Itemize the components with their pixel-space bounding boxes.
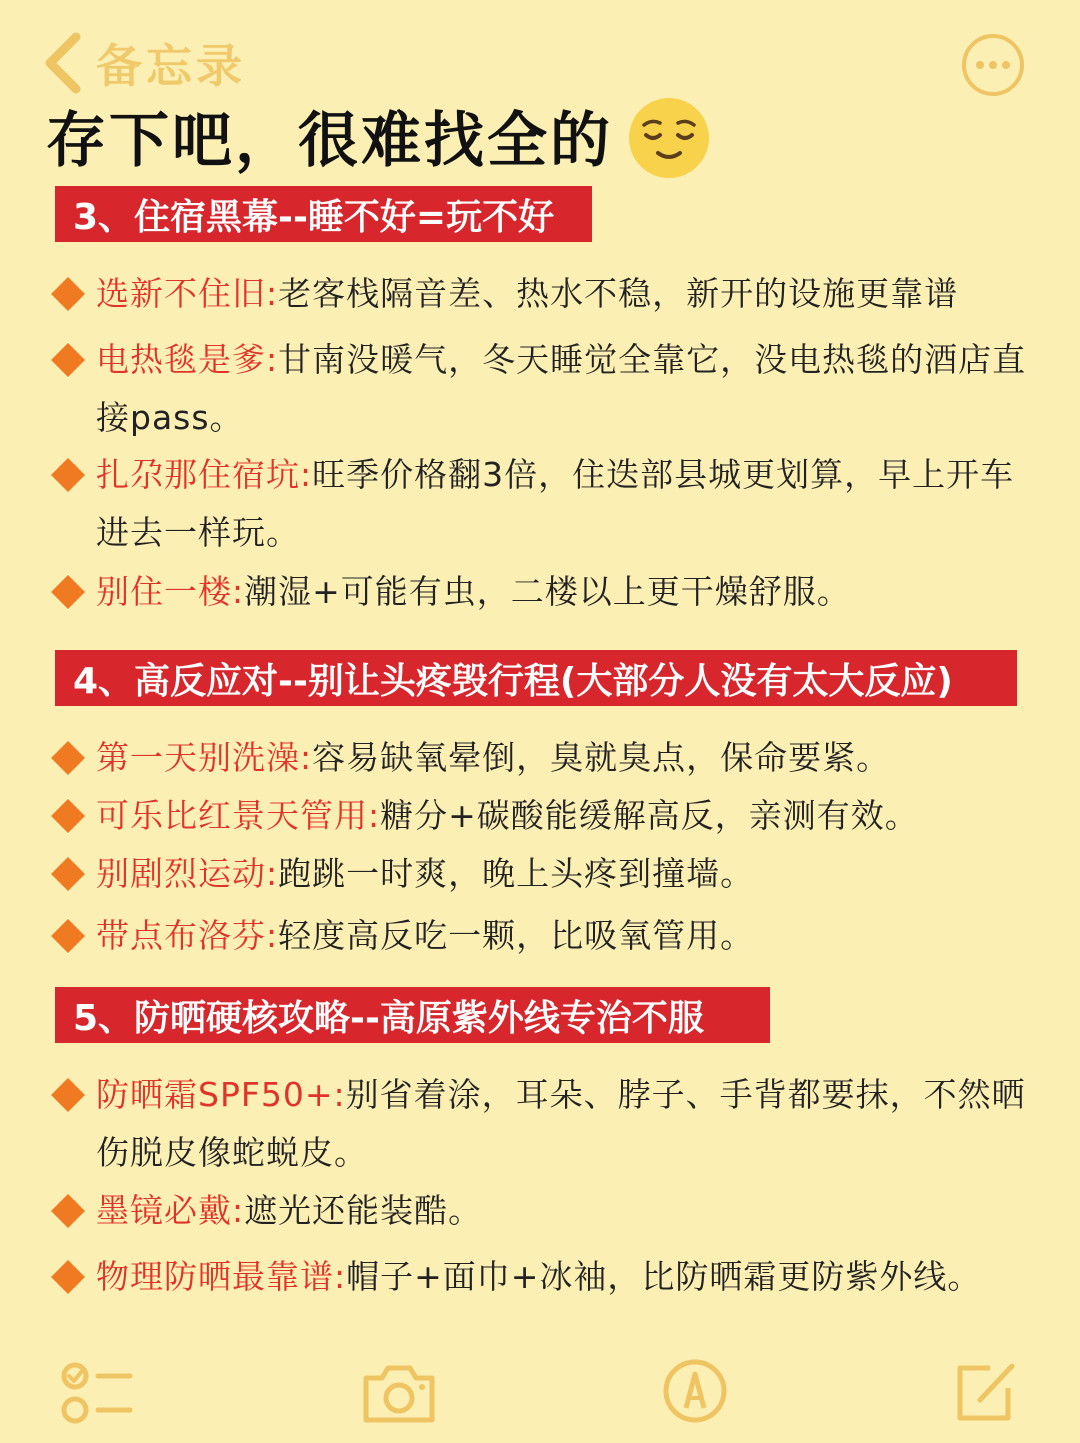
item-key: 第一天别洗澡:	[96, 738, 313, 777]
item-key: 别住一楼:	[96, 572, 245, 611]
item-key: 墨镜必戴:	[96, 1191, 245, 1230]
list-item	[50, 446, 1030, 562]
relieved-face-icon	[628, 97, 710, 179]
item-desc: 帽子+面巾+冰袖，比防晒霜更防紫外线。	[346, 1257, 982, 1296]
more-dot	[989, 61, 997, 69]
item-desc: 轻度高反吃一颗，比吸氧管用。	[278, 916, 755, 955]
item-desc: 糖分+碳酸能缓解高反，亲测有效。	[380, 796, 919, 835]
list-item	[50, 1182, 1030, 1240]
list-item	[50, 845, 1030, 903]
list-item	[50, 787, 1030, 845]
item-desc: 容易缺氧晕倒，臭就臭点，保命要紧。	[312, 738, 891, 777]
item-key: 选新不住旧:	[96, 274, 279, 313]
item-key: 别剧烈运动:	[96, 854, 279, 893]
item-key: 物理防晒最靠谱:	[96, 1257, 347, 1296]
item-key: 带点布洛芬:	[96, 916, 279, 955]
back-button[interactable]	[40, 28, 246, 98]
pen-icon[interactable]	[662, 1358, 728, 1424]
more-dot	[1002, 61, 1010, 69]
list-item	[50, 331, 1030, 447]
nav-bar	[0, 0, 1080, 100]
bottom-toolbar	[0, 1350, 1080, 1443]
item-desc: 老客栈隔音差、热水不稳，新开的设施更靠谱	[278, 274, 959, 313]
list-item	[50, 729, 1030, 787]
more-button[interactable]	[962, 34, 1024, 96]
list-item	[50, 1248, 1030, 1306]
compose-icon[interactable]	[950, 1356, 1022, 1426]
section-heading-accommodation: 3、住宿黑幕--睡不好=玩不好	[55, 186, 592, 242]
item-desc: 甘南没暖气，冬天睡觉全靠它，没电热毯的酒店直接pass。	[96, 340, 1027, 437]
item-key: 可乐比红景天管用:	[96, 796, 381, 835]
item-key: 防晒霜SPF50+:	[96, 1075, 346, 1114]
list-item	[50, 1066, 1030, 1182]
item-desc: 遮光还能装酷。	[244, 1191, 483, 1230]
camera-icon[interactable]	[360, 1360, 438, 1426]
list-item	[50, 265, 1030, 323]
item-desc: 别省着涂，耳朵、脖子、手背都要抹，不然晒伤脱皮像蛇蜕皮。	[96, 1075, 1026, 1172]
section-heading-sunscreen: 5、防晒硬核攻略--高原紫外线专治不服	[55, 987, 770, 1043]
item-key: 扎尕那住宿坑:	[96, 455, 313, 494]
item-desc: 跑跳一时爽，晚上头疼到撞墙。	[278, 854, 755, 893]
item-desc: 旺季价格翻3倍，住迭部县城更划算，早上开车进去一样玩。	[96, 455, 1015, 552]
checklist-icon[interactable]	[60, 1360, 136, 1426]
item-key: 电热毯是爹:	[96, 340, 279, 379]
list-item	[50, 907, 1030, 965]
chevron-left-icon	[40, 31, 84, 95]
list-item	[50, 563, 1030, 621]
item-desc: 潮湿+可能有虫，二楼以上更干燥舒服。	[244, 572, 851, 611]
note-title: 存下吧，很难找全的	[46, 106, 613, 176]
section-heading-altitude: 4、高反应对--别让头疼毁行程(大部分人没有太大反应)	[55, 650, 1017, 706]
back-label: 备忘录	[96, 39, 246, 93]
more-dot	[976, 61, 984, 69]
